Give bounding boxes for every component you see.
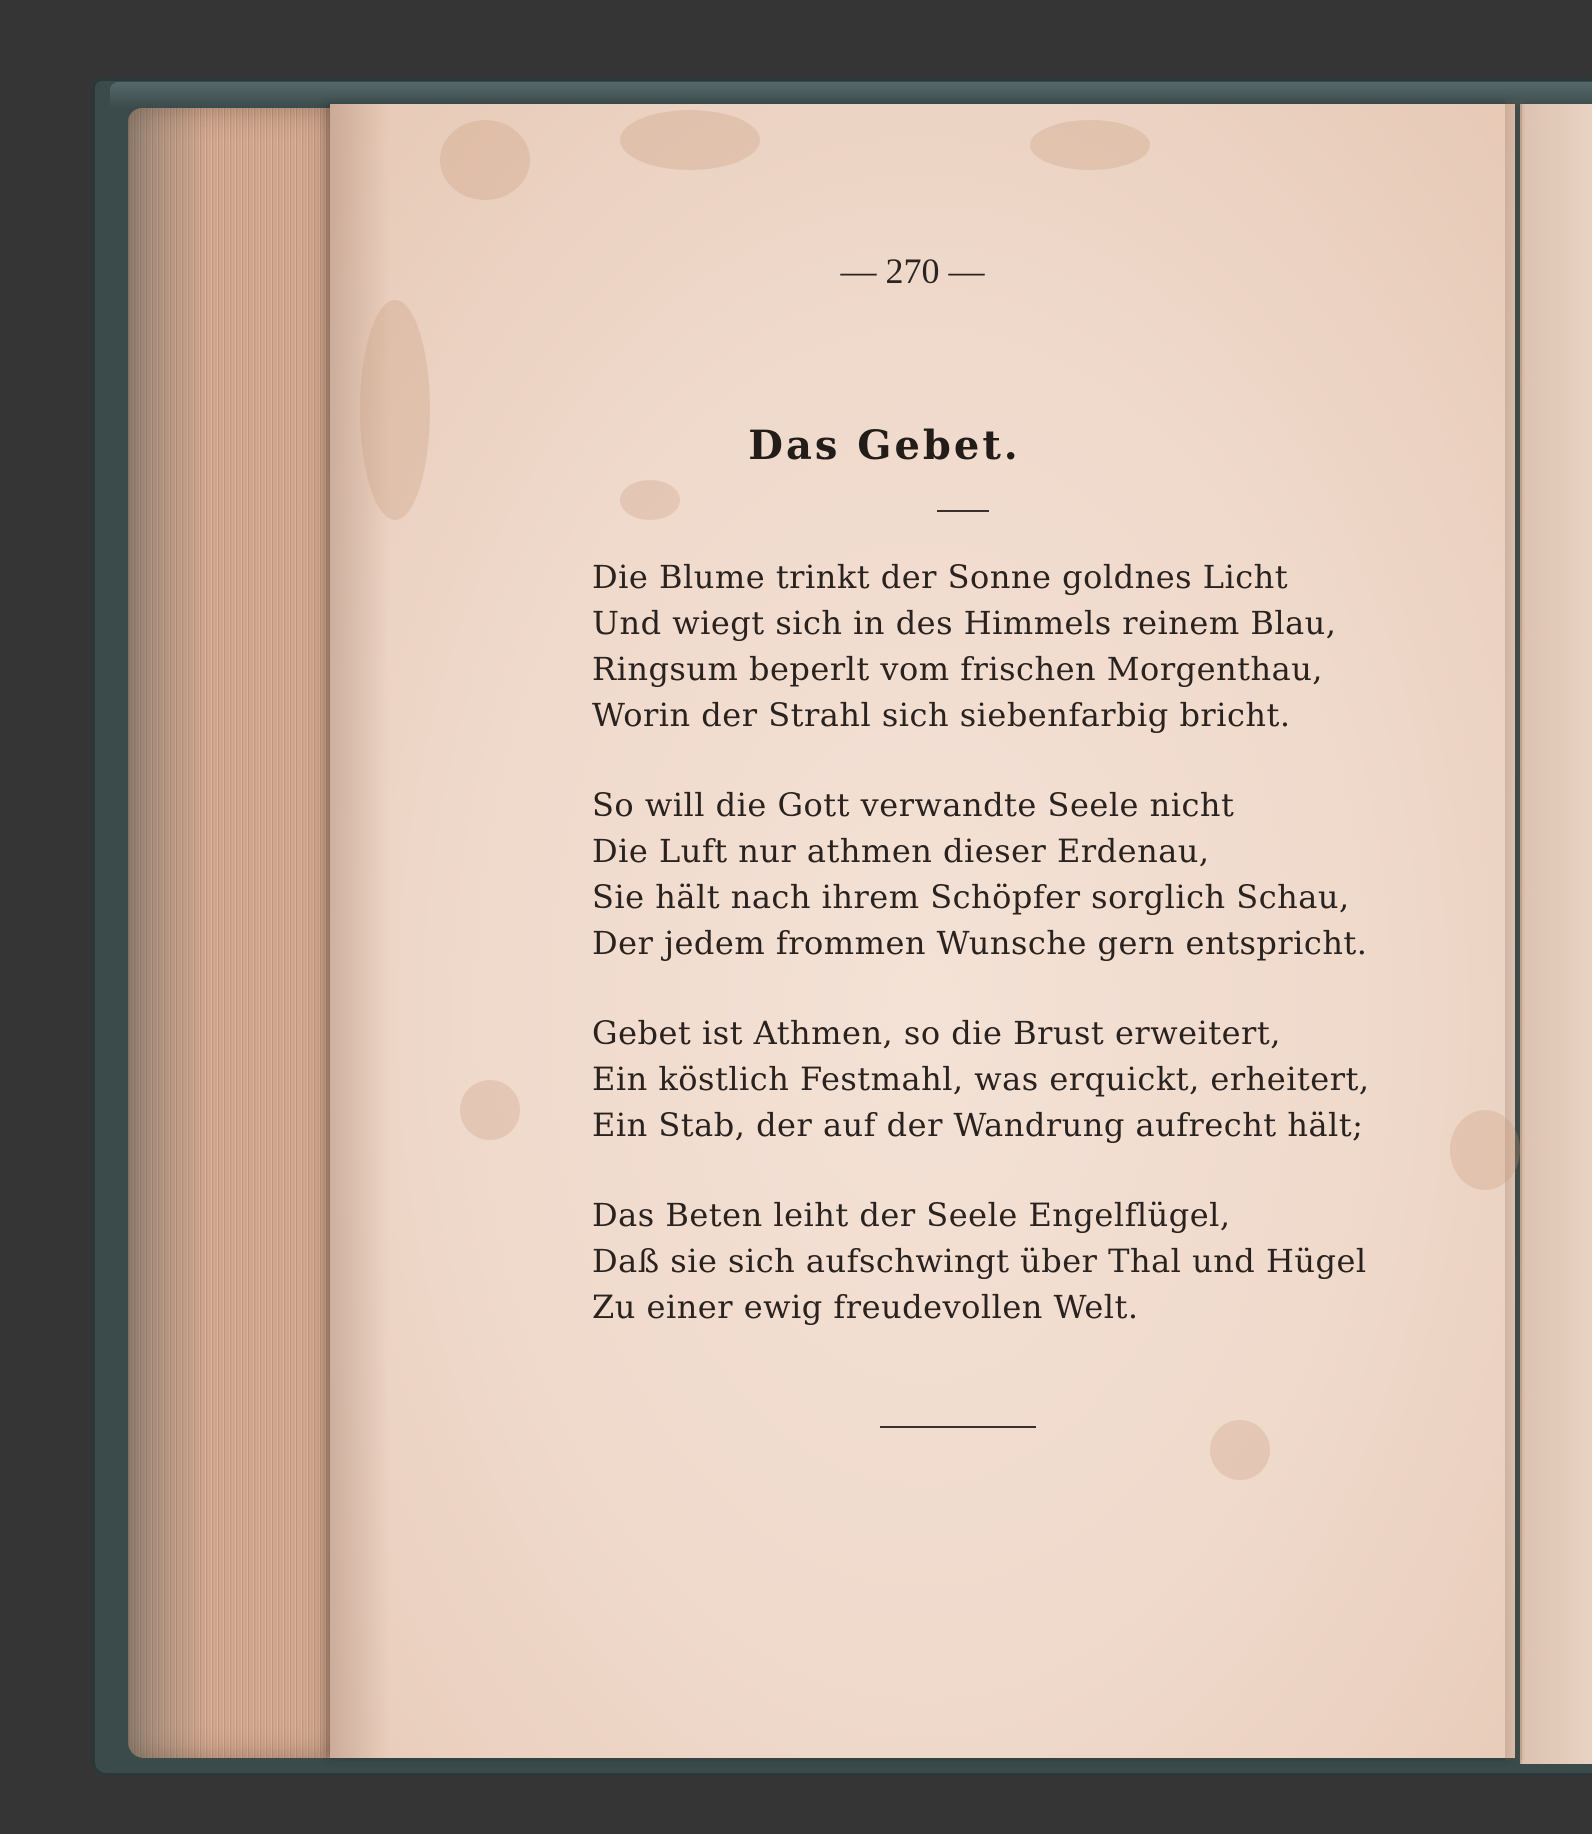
stanza	[592, 1192, 1432, 1330]
poem-line: Ein Stab, der auf der Wandrung aufrecht hält;	[592, 1106, 1364, 1144]
poem-title: Das Gebet.	[748, 422, 1021, 469]
poem-line: Ein köstlich Festmahl, was erquickt, erheitert,	[592, 1060, 1370, 1098]
poem-body	[592, 554, 1432, 1374]
poem-line: Worin der Strahl sich siebenfarbig bricht.	[592, 696, 1291, 734]
poem-line: Zu einer ewig freudevollen Welt.	[592, 1288, 1139, 1326]
poem-line: Sie hält nach ihrem Schöpfer sorglich Schau,	[592, 878, 1350, 916]
page-stack-shadow	[128, 108, 208, 1758]
title-divider	[937, 510, 989, 512]
stanza	[592, 1010, 1432, 1148]
poem-line: Gebet ist Athmen, so die Brust erweitert,	[592, 1014, 1281, 1052]
poem-line: Und wiegt sich in des Himmels reinem Blau,	[592, 604, 1337, 642]
end-divider	[880, 1426, 1036, 1428]
poem-line: Ringsum beperlt vom frischen Morgenthau,	[592, 650, 1323, 688]
poem-line: Das Beten leiht der Seele Engelflügel,	[592, 1196, 1231, 1234]
page-content	[330, 104, 1515, 1758]
page-number: — 270 —	[840, 251, 985, 291]
facing-page-edge	[1520, 104, 1592, 1764]
poem-line: Die Luft nur athmen dieser Erdenau,	[592, 832, 1210, 870]
poem-line: Der jedem frommen Wunsche gern entspricht.	[592, 924, 1368, 962]
stanza	[592, 782, 1432, 966]
stanza	[592, 554, 1432, 738]
poem-line: Daß sie sich aufschwingt über Thal und Hügel	[592, 1242, 1367, 1280]
poem-line: Die Blume trinkt der Sonne goldnes Licht	[592, 558, 1289, 596]
poem-line: So will die Gott verwandte Seele nicht	[592, 786, 1235, 824]
